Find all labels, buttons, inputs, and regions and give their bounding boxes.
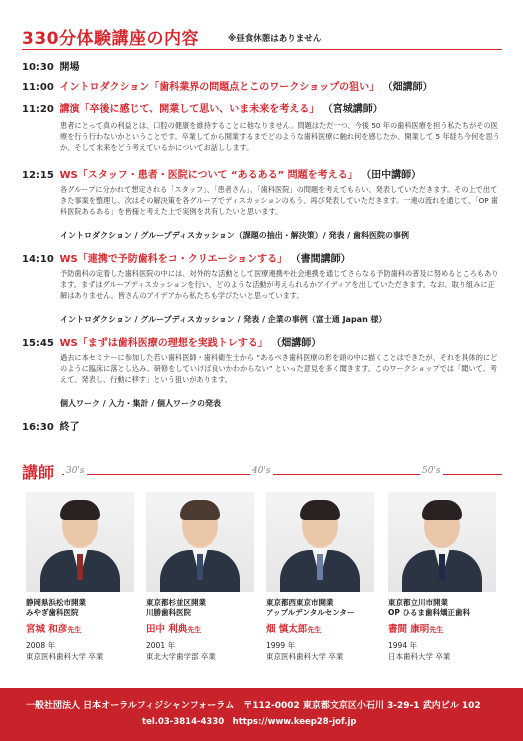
schedule-label: WS「まずは歯科医療の理想を実践トレする」 xyxy=(59,338,268,349)
lecturer-year: 1994 年 xyxy=(388,641,417,650)
schedule-time: 14:10 xyxy=(22,254,54,265)
lecturer-year: 2008 年 xyxy=(26,641,55,650)
lecturer-school: 東北大学歯学部 卒業 xyxy=(146,652,216,661)
lecturer-photo xyxy=(26,492,134,592)
lecturer-photo xyxy=(388,492,496,592)
footer-contact: tel.03-3814-4330 https://www.keep28-jof.jp xyxy=(142,717,357,727)
lecturer-school: 東京医科歯科大学 卒業 xyxy=(266,652,344,661)
lecturer-school: 日本歯科大学 卒業 xyxy=(388,652,451,661)
lecturer-name: 畑 慎太郎先生 xyxy=(266,624,322,635)
schedule-description: 予防歯科の定着した歯科医院の中には、対外的な活動として医療連携や社会連携を通じてさらなる予防歯科の普及に努めるところもあります。まずはグループディスカッションを行い、どのような活動が考えられるかアイディアを出していただきます。なお、取り組みに正解はありません。皆さんのアイデアから私たちも学びたいと思っています。 xyxy=(60,269,499,301)
page-header xyxy=(22,22,502,50)
lecturer-org: 東京都立川市開業 OP ひるま歯科矯正歯科 xyxy=(388,598,470,617)
schedule-speaker: （畑講師） xyxy=(271,338,322,349)
lecturer-card xyxy=(146,492,254,662)
schedule-speaker: （書間講師） xyxy=(290,254,351,265)
schedule-description: 過去に本セミナーに参加した若い歯科医師・歯科衛生士から “あるべき歯科医療の形を頭の中に描くことはできたが、それを具体的にどのように臨床に落とし込み、研修をしていけば良いかわからない” といった意見を多く聞きます。このワークショップでは「聞いて、考えて、発表し、行動に移す」という狙いがあります。 xyxy=(60,353,498,385)
lecturers-header xyxy=(22,460,502,482)
lecturers-title: 講師 xyxy=(22,463,55,482)
schedule-label: イントロダクション「歯科業界の問題点とこのワークショップの狙い」 xyxy=(59,82,380,93)
schedule-description: 各グループに分かれて想定される「スタッフ」、「患者さん」、「歯科医院」の問題を考えてもらい、発表していただきます。その上で出てきた事案を整理し、次はその解決策を各グループでディスカッションのもう、再び発表していただきます。一連の流れを通じて、「OP 歯科医院あるある」を皆様と考えた上で実例を共有したいと思います。 xyxy=(60,185,499,217)
page-title: 330分体験講座の内容 xyxy=(22,29,199,49)
footer xyxy=(0,688,523,741)
lecturer-name: 宮城 和彦先生 xyxy=(26,624,82,635)
schedule-item xyxy=(22,334,321,349)
lecturer-card xyxy=(26,492,134,662)
lecturer-card xyxy=(266,492,374,662)
schedule-time: 11:20 xyxy=(22,104,54,115)
schedule-subitems: イントロダクション / グループディスカッション / 発表 / 企業の事例（富士通 Japan 様） xyxy=(60,315,387,324)
lecturer-org: 東京都西東京市開業 アップルデンタルセンター xyxy=(266,598,355,617)
schedule-speaker: （宮城講師） xyxy=(322,104,383,115)
schedule-speaker: （田中講師） xyxy=(361,170,422,181)
lecturer-photo xyxy=(146,492,254,592)
schedule-item xyxy=(22,78,433,93)
schedule-item xyxy=(22,58,79,73)
schedule-subitems: 個人ワーク / 入力・集計 / 個人ワークの発表 xyxy=(60,399,221,408)
lecturer-org: 東京都杉並区開業 川勝歯科医院 xyxy=(146,598,206,617)
age-label: 50's xyxy=(422,466,441,476)
schedule-label: WS「スタッフ・患者・医院について “あるある” 問題を考える」 xyxy=(59,170,358,181)
lecturer-school: 東京医科歯科大学 卒業 xyxy=(26,652,104,661)
lecturer-card xyxy=(388,492,496,662)
schedule-label: 講演「卒後に感じて、開業して思い、いま未来を考える」 xyxy=(59,104,320,115)
schedule-item xyxy=(22,100,383,115)
schedule-label: WS「連携で予防歯科をコ・クリエーションする」 xyxy=(59,254,288,265)
schedule-time: 15:45 xyxy=(22,338,54,349)
lecturer-year: 1999 年 xyxy=(266,641,295,650)
schedule-item xyxy=(22,250,351,265)
age-label: 30's xyxy=(66,466,85,476)
schedule-description: 患者にとって真の利益とは、口腔の健康を維持することに他なりません。問題はただ一つ、今後 50 年の歯科医療を担う私たちがその医療を行う行わないかということです。卒業してから開業するまでどのような歯科医療に触れ何を感じたか、開業して 5 年経ち今何を思うか、そして未来をどう考えているかについてお話しします。 xyxy=(60,121,500,153)
lecturer-org: 静岡県浜松市開業 みやぎ歯科医院 xyxy=(26,598,86,617)
schedule-label: 開場 xyxy=(59,62,80,73)
lecturer-year: 2001 年 xyxy=(146,641,175,650)
schedule-time: 16:30 xyxy=(22,422,54,433)
footer-address: 一般社団法人 日本オーラルフィジシャンフォーラム 〒112-0002 東京都文京区小石川 3-29-1 武内ビル 102 xyxy=(26,701,481,711)
lecturer-name: 田中 利典先生 xyxy=(146,624,202,635)
schedule-item xyxy=(22,418,79,433)
lecturer-name: 書間 康明先生 xyxy=(388,624,444,635)
lunch-note: ※昼食休憩はありません xyxy=(228,34,322,44)
lecturer-photo xyxy=(266,492,374,592)
schedule-speaker: （畑講師） xyxy=(382,82,433,93)
schedule-time: 11:00 xyxy=(22,82,54,93)
schedule-time: 10:30 xyxy=(22,62,54,73)
schedule-subitems: イントロダクション / グループディスカッション（課題の抽出・解決策）/ 発表 / 歯科医院の事例 xyxy=(60,231,410,240)
age-label: 40's xyxy=(252,466,271,476)
schedule-label: 終了 xyxy=(59,422,80,433)
schedule-item xyxy=(22,166,421,181)
schedule-time: 12:15 xyxy=(22,170,54,181)
